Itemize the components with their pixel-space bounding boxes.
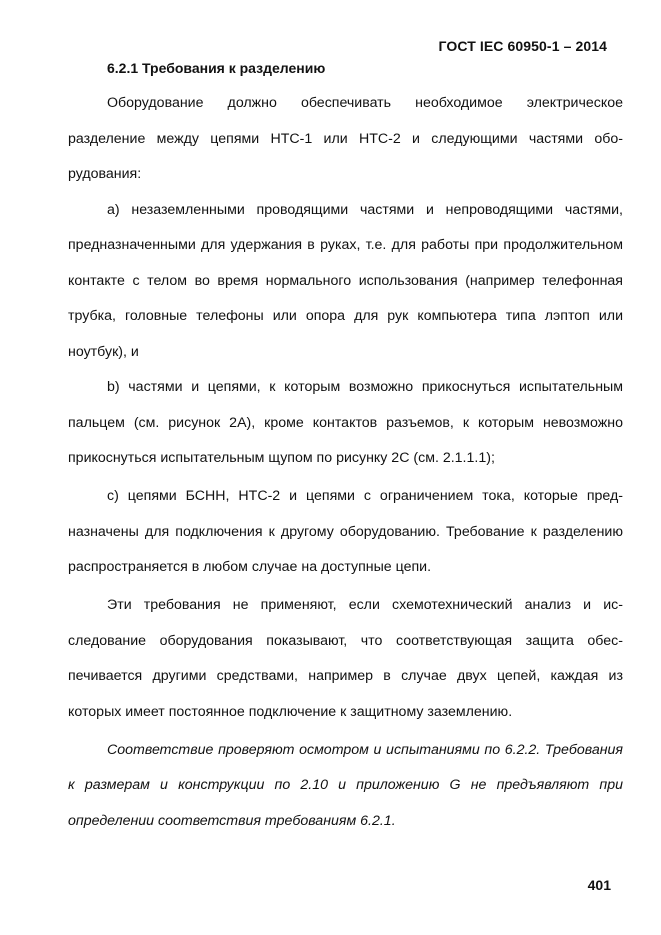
paragraph-compliance: Соответствие проверяют осмотром и испытаниями по 6.2.2. Требования к размерам и конструкции по 2.10 и приложению G не предъявляют при определении соответствия требованиям 6.2.1. — [68, 741, 623, 829]
section-title: 6.2.1 Требования к разделению — [107, 60, 326, 76]
paragraph-item-c: c) цепями БСНН, НТС-2 и цепями с ограничением тока, которые предназначены для подключения к другому оборудованию. Требование к разделению распространяется в любом случае на доступные цепи. — [68, 488, 623, 575]
page-number: 401 — [587, 877, 611, 893]
paragraph-exception: Эти требования не применяют, если схемотехнический анализ и исследование оборудования показывают, что соответствующая защита обеспечивается другими средствами, например в случае двух цепей, каждая из которых имеет постоянное подключение к защитному заземлению. — [68, 597, 623, 720]
paragraph-item-a: а) незаземленными проводящими частями и непроводящими частями, предназначенными для удержания в руках, т.е. для работы при продолжительном контакте с телом во время нормального использования (например телефонная трубка, головные телефоны или опора для рук компьютера типа лэптоп или ноутбук), и — [68, 201, 623, 360]
paragraph-item-b: b) частями и цепями, к которым возможно прикоснуться испытательным пальцем (см. рисунок 2А), кроме контактов разъемов, к которым невозможно прикоснуться испытательным щупом по рисунку 2C (см. 2.1.1.1); — [68, 379, 623, 466]
paragraph-intro: Оборудование должно обеспечивать необходимое электрическое разделение между цепями НТС-1 или НТС-2 и следующими частями оборудования: — [68, 95, 623, 182]
standard-code-header: ГОСТ IEC 60950-1 – 2014 — [438, 38, 607, 54]
document-body — [68, 86, 623, 839]
